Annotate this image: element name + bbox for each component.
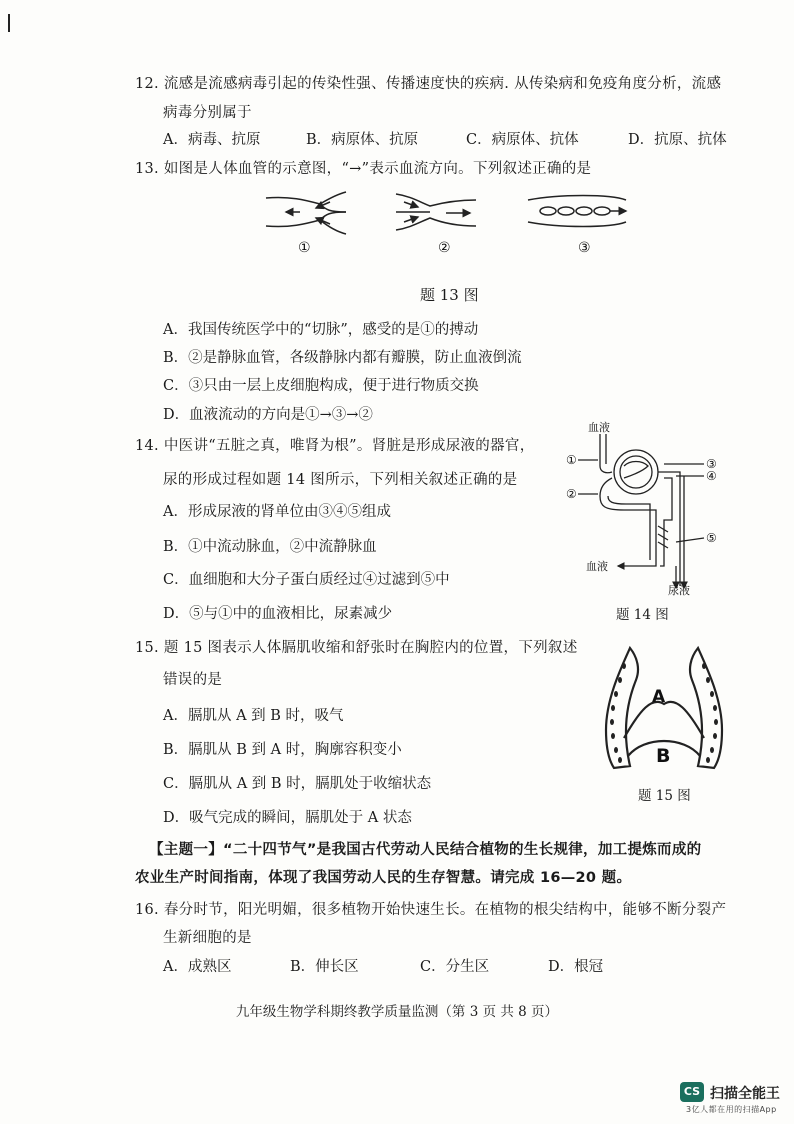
diaphragm-a-curve (624, 702, 704, 738)
q13-stem: 13. 如图是人体血管的示意图，“→”表示血流方向。下列叙述正确的是 (135, 161, 592, 177)
q12-stem-line2: 病毒分别属于 (163, 105, 252, 121)
q14-option-a: A．形成尿液的肾单位由③④⑤组成 (163, 504, 391, 520)
urine-label: 尿液 (668, 584, 690, 596)
q13-option-d: D．血液流动的方向是①→③→② (163, 407, 373, 423)
scanner-app-tagline: 3亿人都在用的扫描App (686, 1105, 777, 1114)
label-a: A (652, 687, 666, 707)
q16-stem-line1: 16. 春分时节，阳光明媚，很多植物开始快速生长。在植物的根尖结构中，能够不断分裂产 (135, 902, 727, 918)
glomerulus-drawing (620, 456, 652, 488)
q15-option-b: B．膈肌从 B 到 A 时，胸廓容积变小 (163, 742, 402, 758)
vessel-2-vein-drawing (396, 194, 476, 230)
q14-stem-line1: 14. 中医讲“五脏之真，唯肾为根”。肾脏是形成尿液的器官， (135, 438, 535, 454)
q16-option-c: C．分生区 (420, 959, 490, 975)
label-2: ② (566, 487, 577, 501)
q15-figure-caption: 题 15 图 (638, 788, 691, 804)
q14-option-d: D．⑤与①中的血液相比，尿素减少 (163, 606, 393, 622)
q15-diaphragm-figure (600, 640, 730, 780)
scanner-app-name: 扫描全能王 (710, 1086, 780, 1102)
q14-stem-line2: 尿的形成过程如题 14 图所示，下列相关叙述正确的是 (163, 472, 518, 488)
q15-option-c: C．膈肌从 A 到 B 时，膈肌处于收缩状态 (163, 776, 432, 792)
q12-option-b: B．病原体、抗原 (306, 132, 419, 148)
blood-out-label: 血液 (586, 560, 608, 573)
q14-nephron-figure (564, 416, 744, 596)
vessel-1-label: ① (298, 240, 311, 256)
q13-option-c: C．③只由一层上皮细胞构成，便于进行物质交换 (163, 378, 479, 394)
q12-stem-line1: 12. 流感是流感病毒引起的传染性强、传播速度快的疾病. 从传染病和免疫角度分析，流感 (135, 76, 722, 92)
blood-in-label: 血液 (588, 421, 610, 434)
label-3: ③ (706, 457, 717, 471)
scanner-logo-icon: CS (680, 1082, 704, 1102)
q12-option-d: D．抗原、抗体 (628, 132, 727, 148)
q14-figure-caption: 题 14 图 (616, 607, 669, 623)
q16-option-d: D．根冠 (548, 959, 604, 975)
q16-option-b: B．伸长区 (290, 959, 359, 975)
vessel-2-label: ② (438, 240, 451, 256)
q16-stem-line2: 生新细胞的是 (163, 930, 252, 946)
theme-line2: 农业生产时间指南，体现了我国劳动人民的生存智慧。请完成 16—20 题。 (135, 870, 632, 886)
theme-line1: 【主题一】“二十四节气”是我国古代劳动人民结合植物的生长规律，加工提炼而成的 (149, 842, 702, 858)
scan-edge-mark (8, 14, 10, 32)
label-4: ④ (706, 469, 717, 483)
q13-vessel-figure (0, 190, 794, 260)
q14-option-c: C．血细胞和大分子蛋白质经过④过滤到⑤中 (163, 572, 450, 588)
vessel-1-artery-drawing (266, 192, 346, 234)
vessel-3-label: ③ (578, 240, 591, 256)
label-b: B (656, 745, 671, 767)
label-1: ① (566, 453, 577, 467)
q16-option-a: A．成熟区 (163, 959, 232, 975)
q14-option-b: B．①中流动脉血，②中流静脉血 (163, 539, 377, 555)
q15-option-d: D．吸气完成的瞬间，膈肌处于 A 状态 (163, 810, 412, 826)
q13-figure-caption: 题 13 图 (420, 286, 479, 304)
q15-stem-line2: 错误的是 (163, 672, 223, 688)
q13-option-a: A．我国传统医学中的“切脉”，感受的是①的搏动 (163, 322, 479, 338)
q12-option-c: C．病原体、抗体 (466, 132, 579, 148)
q15-option-a: A．膈肌从 A 到 B 时，吸气 (163, 708, 344, 724)
label-5: ⑤ (706, 531, 717, 545)
vessel-3-capillary-drawing (528, 196, 626, 227)
q12-option-a: A．病毒、抗原 (163, 132, 261, 148)
q15-stem-line1: 15. 题 15 图表示人体膈肌收缩和舒张时在胸腔内的位置，下列叙述 (135, 640, 578, 656)
page-footer: 九年级生物学科期终教学质量监测（第 3 页 共 8 页） (235, 1004, 559, 1020)
q13-option-b: B．②是静脉血管，各级静脉内都有瓣膜，防止血液倒流 (163, 350, 522, 366)
